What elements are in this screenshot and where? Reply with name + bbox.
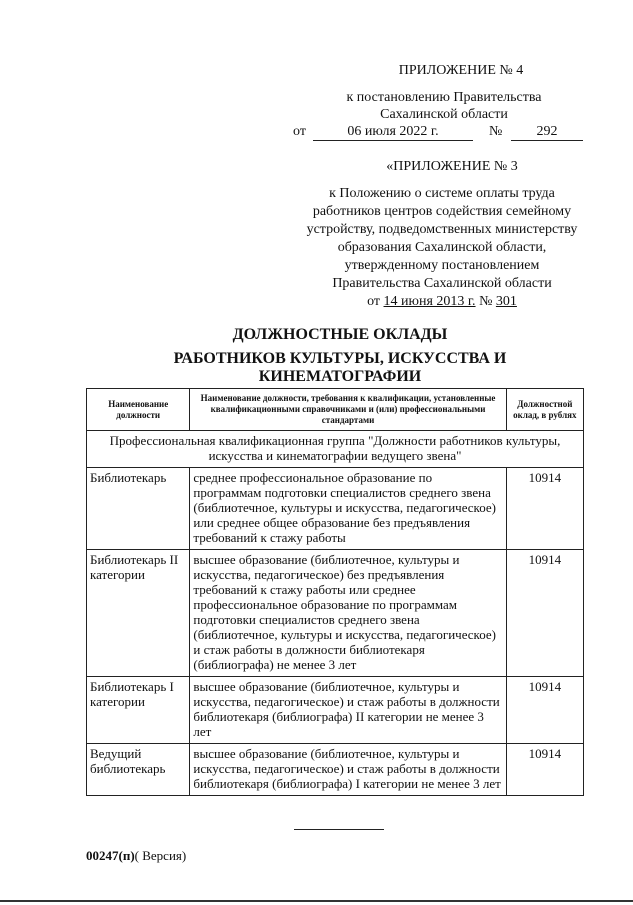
appendix-3-line: устройству, подведомственных министерству xyxy=(306,222,578,237)
appendix-3-ot-label: от xyxy=(367,294,381,309)
appendix-3-date: 14 июня 2013 г. xyxy=(383,294,476,309)
decree-ot-label: от xyxy=(293,124,306,139)
decree-date-line xyxy=(293,124,585,142)
table-row xyxy=(87,468,584,550)
appendix-3-line: работников центров содействия семейному xyxy=(312,204,572,219)
appendix-4-block xyxy=(300,62,584,123)
appendix-3-number: 301 xyxy=(495,294,517,309)
footer-code xyxy=(86,848,186,863)
table-row xyxy=(87,744,584,796)
requirements-cell: высшее образование (библиотечное, культуры и искусства, педагогическое) и стаж работы в должности библиотекаря (библиографа) II категории не менее 3 лет xyxy=(190,677,506,744)
position-cell: Библиотекарь xyxy=(87,468,190,550)
requirements-cell: высшее образование (библиотечное, культуры и искусства, педагогическое) и стаж работы в должности библиотекаря (библиографа) I категории не менее 3 лет xyxy=(190,744,506,796)
salary-table xyxy=(86,388,584,796)
title-line-1: ДОЛЖНОСТНЫЕ ОКЛАДЫ xyxy=(232,326,448,343)
header-requirements: Наименование должности, требования к квалификации, установленные квалификационными справочниками и (или) профессиональными стандартами xyxy=(190,389,506,431)
salary-cell: 10914 xyxy=(506,468,583,550)
table-header-row xyxy=(87,389,584,431)
decree-number: 292 xyxy=(511,124,583,141)
position-cell: Библиотекарь II категории xyxy=(87,550,190,677)
appendix-3-title: «ПРИЛОЖЕНИЕ № 3 xyxy=(386,159,518,174)
appendix-4-title: ПРИЛОЖЕНИЕ № 4 xyxy=(398,63,524,78)
decree-number-sign: № xyxy=(489,124,503,139)
document-title xyxy=(100,326,580,386)
appendix-4-line-1: к постановлению Правительства xyxy=(346,90,542,105)
appendix-3-line: образования Сахалинской области, xyxy=(337,240,547,255)
table-row xyxy=(87,677,584,744)
appendix-4-line-2: Сахалинской области xyxy=(380,107,508,122)
appendix-3-block xyxy=(296,158,588,311)
header-salary: Должностной оклад, в рублях xyxy=(506,389,583,431)
appendix-3-line: к Положению о системе оплаты труда xyxy=(329,186,555,201)
table-row xyxy=(87,550,584,677)
position-cell: Библиотекарь I категории xyxy=(87,677,190,744)
page-bottom-edge xyxy=(0,900,633,902)
salary-cell: 10914 xyxy=(506,550,583,677)
decree-date: 06 июля 2022 г. xyxy=(313,124,473,141)
document-code: 00247(п) xyxy=(86,848,135,863)
salary-cell: 10914 xyxy=(506,677,583,744)
title-line-2: РАБОТНИКОВ КУЛЬТУРЫ, ИСКУССТВА И xyxy=(173,350,507,367)
position-cell: Ведущий библиотекарь xyxy=(87,744,190,796)
requirements-cell: среднее профессиональное образование по программам подготовки специалистов среднего звена (библиотечное, культуры и искусства, педагогическое) или среднее общее образование без предъявления требований к стажу работы xyxy=(190,468,506,550)
requirements-cell: высшее образование (библиотечное, культуры и искусства, педагогическое) без предъявления требований к стажу работы или среднее профессиональное образование по программам подготовки специалистов среднего звена (библиотечное, культуры и искусства, педагогическое) и стаж работы в должности библиотекаря (библиографа) не менее 3 лет xyxy=(190,550,506,677)
salary-cell: 10914 xyxy=(506,744,583,796)
group-row xyxy=(87,431,584,468)
appendix-3-number-sign: № xyxy=(479,294,493,309)
header-position: Наименование должности xyxy=(87,389,190,431)
version-label: ( Версия) xyxy=(134,848,187,863)
footer-divider xyxy=(294,829,384,830)
group-title: Профессиональная квалификационная группа "Должности работников культуры, искусства и кинематографии ведущего звена" xyxy=(87,431,584,468)
appendix-3-date-line xyxy=(296,293,588,311)
appendix-3-line: Правительства Сахалинской области xyxy=(332,276,552,291)
appendix-3-line: утвержденному постановлением xyxy=(344,258,540,273)
title-line-3: КИНЕМАТОГРАФИИ xyxy=(258,368,422,385)
